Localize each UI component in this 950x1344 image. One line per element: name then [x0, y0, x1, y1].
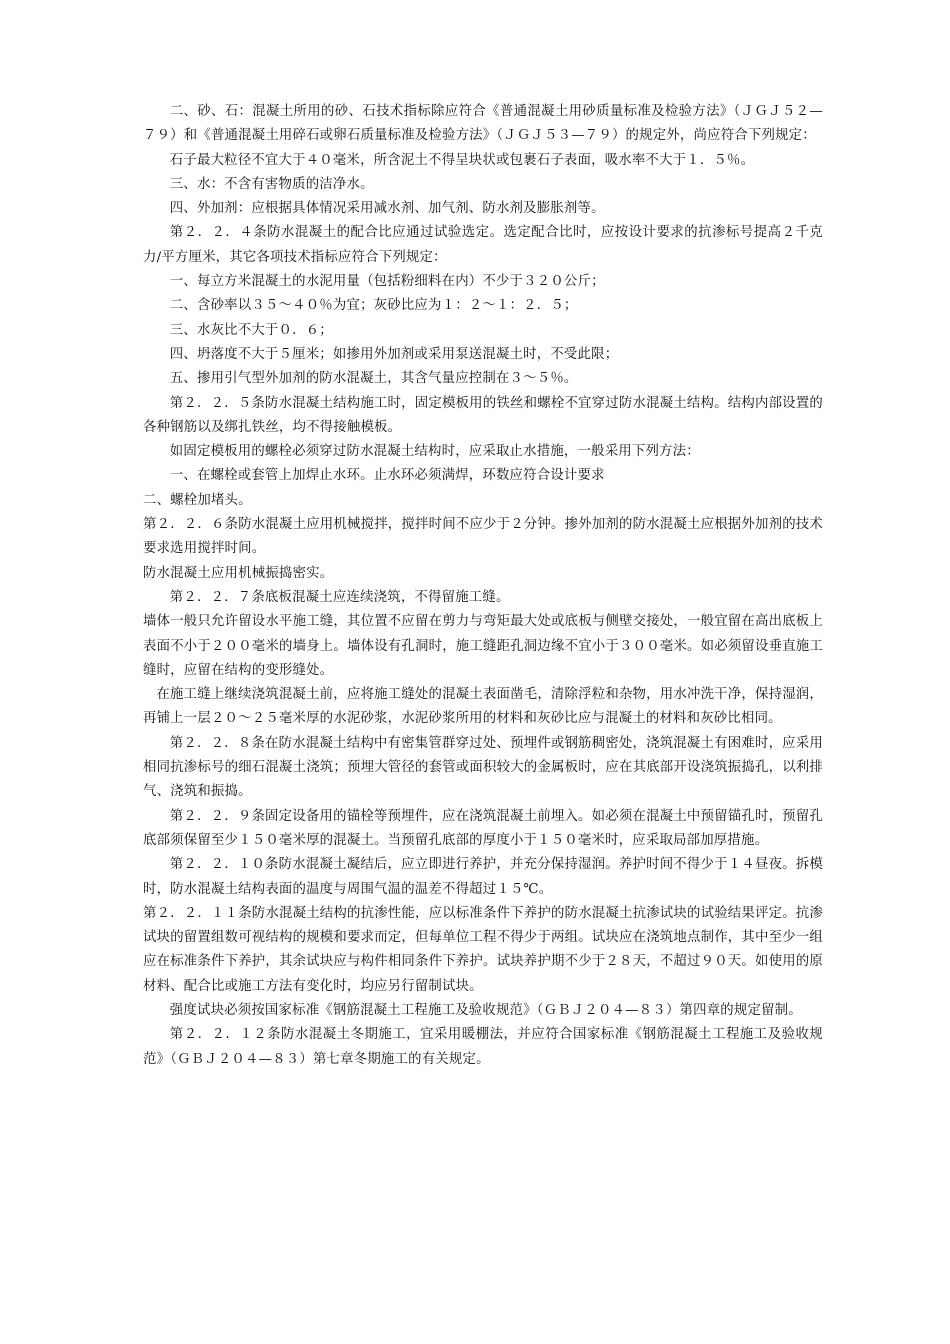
paragraph-article-2-2-6: 第２．２．６条防水混凝土应用机械搅拌，搅拌时间不应少于２分钟。掺外加剂的防水混凝土应根据外加剂的技术要求选用搅拌时间。	[143, 517, 823, 557]
paragraph-article-2-2-9: 第２．２．９条固定设备用的锚栓等预埋件，应在浇筑混凝土前埋入。如必须在混凝土中预留锚孔时，预留孔底部须保留至少１５０毫米厚的混凝土。当预留孔底部的厚度小于１５０毫米时，应采取局部加厚措施。	[143, 808, 823, 848]
paragraph-sand-ratio: 二、含砂率以３５～４０％为宜；灰砂比应为１：２～１：２．５；	[169, 298, 578, 314]
paragraph-bolt-measures: 如固定模板用的螺栓必须穿过防水混凝土结构时，应采取止水措施，一般采用下列方法：	[169, 444, 700, 460]
paragraph-article-2-2-5: 第２．２．５条防水混凝土结构施工时，固定模板用的铁丝和螺栓不宜穿过防水混凝土结构。结构内部设置的各种钢筋以及绑扎铁丝，均不得接触模板。	[143, 395, 823, 435]
paragraph-article-2-2-10: 第２．２．１０条防水混凝土凝结后，应立即进行养护，并充分保持湿润。养护时间不得少于１４昼夜。拆模时，防水混凝土结构表面的温度与周围气温的温差不得超过１５℃。	[143, 857, 823, 897]
paragraph-cement-amount: 一、每立方米混凝土的水泥用量（包括粉细料在内）不少于３２０公斤；	[169, 274, 605, 290]
paragraph-water-stop-ring: 一、在螺栓或套管上加焊止水环。止水环必须满焊，环数应符合设计要求	[169, 468, 605, 484]
paragraph-air-content: 五、掺用引气型外加剂的防水混凝土，其含气量应控制在３～５％。	[169, 371, 578, 387]
paragraph-article-2-2-12: 第２．２．１２条防水混凝土冬期施工，宜采用暖棚法，并应符合国家标准《钢筋混凝土工程施工及验收规范》（ＧＢＪ２０４—８３）第七章冬期施工的有关规定。	[143, 1027, 823, 1067]
paragraph-vibration: 防水混凝土应用机械振捣密实。	[143, 565, 334, 581]
paragraph-slump: 四、坍落度不大于５厘米；如掺用外加剂或采用泵送混凝土时，不受此限；	[169, 346, 619, 362]
paragraph-water: 三、水：不含有害物质的洁净水。	[169, 176, 374, 192]
paragraph-admixture: 四、外加剂：应根据具体情况采用减水剂、加气剂、防水剂及膨胀剂等。	[169, 201, 605, 217]
paragraph-strength-specimen: 强度试块必须按国家标准《钢筋混凝土工程施工及验收规范》（ＧＢＪ２０４—８３）第四章的规定留制。	[169, 1002, 802, 1018]
paragraph-water-cement-ratio: 三、水灰比不大于０．６；	[169, 322, 333, 338]
paragraph-sand-stone: 二、砂、石：混凝土所用的砂、石技术指标除应符合《普通混凝土用砂质量标准及检验方法》（ＪＧＪ５２—７９）和《普通混凝土用碎石或卵石质量标准及检验方法》（ＪＧＪ５３—７９）的规定外，尚应符合下列规定：	[143, 104, 823, 144]
paragraph-article-2-2-11: 第２．２．１１条防水混凝土结构的抗渗性能，应以标准条件下养护的防水混凝土抗渗试块的试验结果评定。抗渗试块的留置组数可视结构的规模和要求而定，但每单位工程不得少于两组。试块应在浇筑地点制作，其中至少一组应在标准条件下养护，其余试块应与构件相同条件下养护。试块养护期不少于２８天，不超过９０天。如使用的原材料、配合比或施工方法有变化时，均应另行留制试块。	[143, 905, 823, 994]
paragraph-article-2-2-4: 第２．２．４条防水混凝土的配合比应通过试验选定。选定配合比时，应按设计要求的抗渗标号提高２千克力/平方厘米，其它各项技术指标应符合下列规定：	[143, 225, 823, 265]
paragraph-stone-size: 石子最大粒径不宜大于４０毫米，所含泥土不得呈块状或包裹石子表面，吸水率不大于１．５％。	[169, 152, 755, 168]
paragraph-bolt-plug: 二、螺栓加堵头。	[143, 492, 252, 508]
paragraph-joint-treatment: 在施工缝上继续浇筑混凝土前，应将施工缝处的混凝土表面凿毛，清除浮粒和杂物，用水冲洗干净，保持湿润，再铺上一层２０～２５毫米厚的水泥砂浆，水泥砂浆所用的材料和灰砂比应与混凝土的材料和灰砂比相同。	[143, 687, 823, 727]
paragraph-construction-joint: 墙体一般只允许留设水平施工缝，其位置不应留在剪力与弯矩最大处或底板与侧壁交接处，一般宜留在高出底板上表面不小于２００毫米的墙身上。墙体设有孔洞时，施工缝距孔洞边缘不宜小于３００毫米。如必须留设垂直施工缝时，应留在结构的变形缝处。	[143, 614, 823, 678]
paragraph-article-2-2-8: 第２．２．８条在防水混凝土结构中有密集管群穿过处、预埋件或钢筋稠密处，浇筑混凝土有困难时，应采用相同抗渗标号的细石混凝土浇筑；预埋大管径的套管或面积较大的金属板时，应在其底部开设浇筑振捣孔，以利排气、浇筑和振捣。	[143, 735, 823, 800]
paragraph-article-2-2-7: 第２．２．７条底板混凝土应连续浇筑，不得留施工缝。	[169, 589, 510, 605]
document-body	[143, 100, 823, 1072]
